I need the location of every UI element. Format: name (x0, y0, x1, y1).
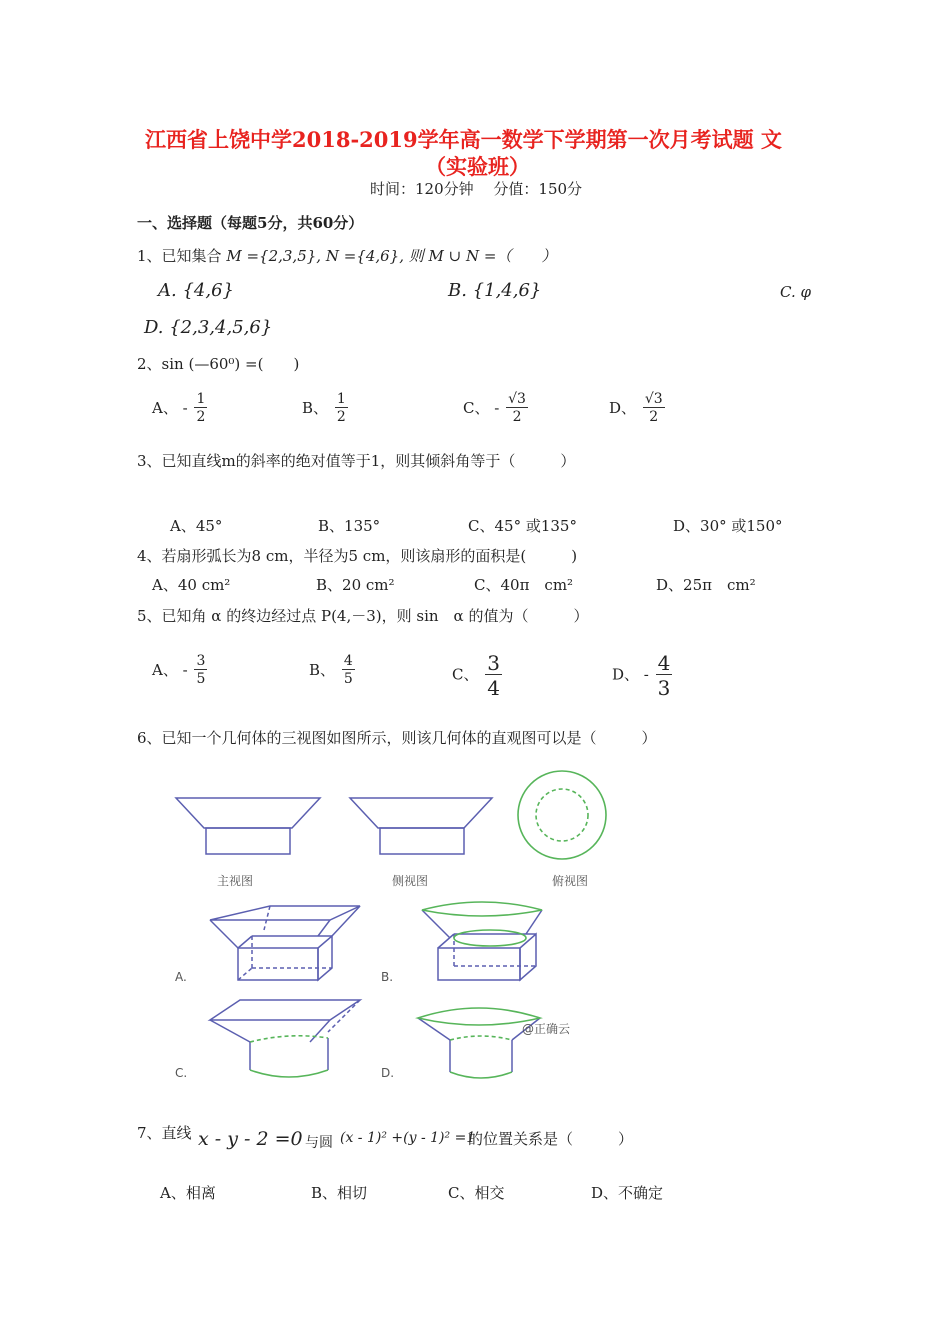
q3-option-d: D、30° 或150° (673, 517, 783, 535)
q7-option-d: D、不确定 (591, 1184, 664, 1202)
q4-option-b: B、20 cm² (316, 576, 395, 594)
question-2-stem (137, 353, 299, 374)
q2-option-d (609, 392, 665, 426)
doc-title-line2: （实验班） (425, 154, 530, 179)
q2-a-label: A、 - (152, 398, 188, 417)
q5-b-den: 5 (343, 671, 353, 688)
q7-mid: 与圆 (305, 1135, 333, 1151)
q2-c-fraction (506, 392, 528, 426)
q2-d-label: D、 (609, 398, 637, 417)
option-c-drawing (210, 1000, 360, 1070)
q2-arg: (—60⁰) =( ) (188, 355, 300, 373)
label-front-view: 主视图 (217, 874, 254, 888)
label-option-d: D. (381, 1066, 395, 1080)
q5-option-c (452, 652, 502, 699)
q2-d-den: 2 (649, 409, 659, 426)
q2-a-num: 1 (196, 391, 206, 407)
q1-set-n: , N ={4,6} (316, 247, 400, 265)
watermark-text: @正确云 (522, 1022, 571, 1036)
q1-prefix: 1、已知集合 (137, 247, 222, 265)
q5-b-label: B、 (309, 660, 336, 679)
q5-b-fraction (342, 654, 355, 688)
question-1-stem (137, 245, 556, 266)
q1-option-d: D. {2,3,4,5,6} (144, 317, 273, 338)
q5-option-b (309, 654, 355, 688)
q5-a-den: 5 (196, 671, 206, 688)
q1-option-a: A. {4,6} (158, 280, 234, 301)
q7-circle-equation: (x - 1)² +(y - 1)² =1 (340, 1130, 476, 1146)
q7-prefix: 7、直线 (137, 1124, 192, 1142)
section-heading: 一、选择题（每题5分，共60分） (137, 214, 364, 232)
q7-suffix: 的位置关系是（ ） (468, 1130, 634, 1148)
q2-b-fraction (335, 392, 348, 426)
q1-option-b: B. {1,4,6} (448, 280, 542, 301)
q5-c-den: 4 (487, 676, 500, 700)
q3-option-a: A、45° (170, 517, 223, 535)
question-3-stem: 3、已知直线m的斜率的绝对值等于1，则其倾斜角等于（ ） (137, 452, 576, 470)
q2-d-num: √3 (644, 391, 663, 407)
q3-option-b: B、135° (318, 517, 381, 535)
q1-set-m: M ={2,3,5} (226, 247, 317, 265)
label-side-view: 侧视图 (392, 874, 429, 888)
side-view-drawing (350, 798, 492, 854)
q5-a-num: 3 (196, 653, 206, 669)
q1-suffix: , 则 M ∪ N =（ ） (399, 247, 557, 265)
q2-option-b (302, 392, 348, 426)
q5-c-num: 3 (487, 651, 500, 675)
q2-a-den: 2 (196, 409, 206, 426)
q4-option-d: D、25π cm² (656, 576, 756, 594)
q2-b-num: 1 (336, 391, 346, 407)
q2-c-den: 2 (512, 409, 522, 426)
label-option-c: C. (175, 1066, 188, 1080)
option-b-drawing (422, 910, 542, 980)
q2-option-a (152, 392, 207, 426)
q5-a-fraction (194, 654, 207, 688)
q2-b-label: B、 (302, 398, 329, 417)
exam-meta: 时间：120分钟 分值：150分 (370, 180, 583, 198)
q2-prefix: 2、sin (137, 355, 184, 373)
q7-option-a: A、相离 (160, 1184, 216, 1202)
option-a-drawing (210, 906, 360, 980)
q1-option-c: C. φ (780, 283, 811, 301)
q3-option-c: C、45° 或135° (468, 517, 577, 535)
q5-option-d (612, 652, 672, 699)
q2-option-c (463, 392, 528, 426)
q5-option-a (152, 654, 207, 688)
question-6-stem: 6、已知一个几何体的三视图如图所示，则该几何体的直观图可以是（ ） (137, 729, 657, 747)
q2-a-fraction (194, 392, 207, 426)
doc-title-line1: 江西省上饶中学2018-2019学年高一数学下学期第一次月考试题 文 (145, 127, 782, 152)
label-option-a: A. (175, 970, 187, 984)
q7-option-c: C、相交 (448, 1184, 505, 1202)
q6-three-view-figure (160, 770, 620, 1090)
q5-b-num: 4 (343, 653, 353, 669)
top-view-outer-circle (518, 771, 606, 859)
q4-option-c: C、40π cm² (474, 576, 574, 594)
question-4-stem: 4、若扇形弧长为8 cm，半径为5 cm，则该扇形的面积是( ) (137, 547, 578, 565)
q5-a-label: A、 - (152, 660, 188, 679)
q7-option-b: B、相切 (311, 1184, 368, 1202)
q2-b-den: 2 (336, 409, 346, 426)
q5-d-label: D、 - (612, 665, 649, 684)
q7-line-equation: x - y - 2 =0 (198, 1128, 303, 1150)
front-view-drawing (176, 798, 320, 854)
top-view-inner-circle (536, 789, 588, 841)
q5-d-fraction (656, 652, 673, 699)
label-top-view: 俯视图 (552, 874, 589, 888)
label-option-b: B. (381, 970, 394, 984)
q5-c-fraction (485, 652, 502, 699)
q5-d-num: 4 (657, 651, 671, 675)
q2-c-label: C、 - (463, 398, 500, 417)
question-5-stem: 5、已知角 α 的终边经过点 P(4,－3)，则 sin α 的值为（ ） (137, 607, 589, 625)
q2-c-num: √3 (508, 391, 526, 407)
q5-d-den: 3 (657, 676, 671, 700)
q5-c-label: C、 (452, 665, 479, 684)
q2-d-fraction (643, 392, 665, 426)
q4-option-a: A、40 cm² (152, 576, 231, 594)
